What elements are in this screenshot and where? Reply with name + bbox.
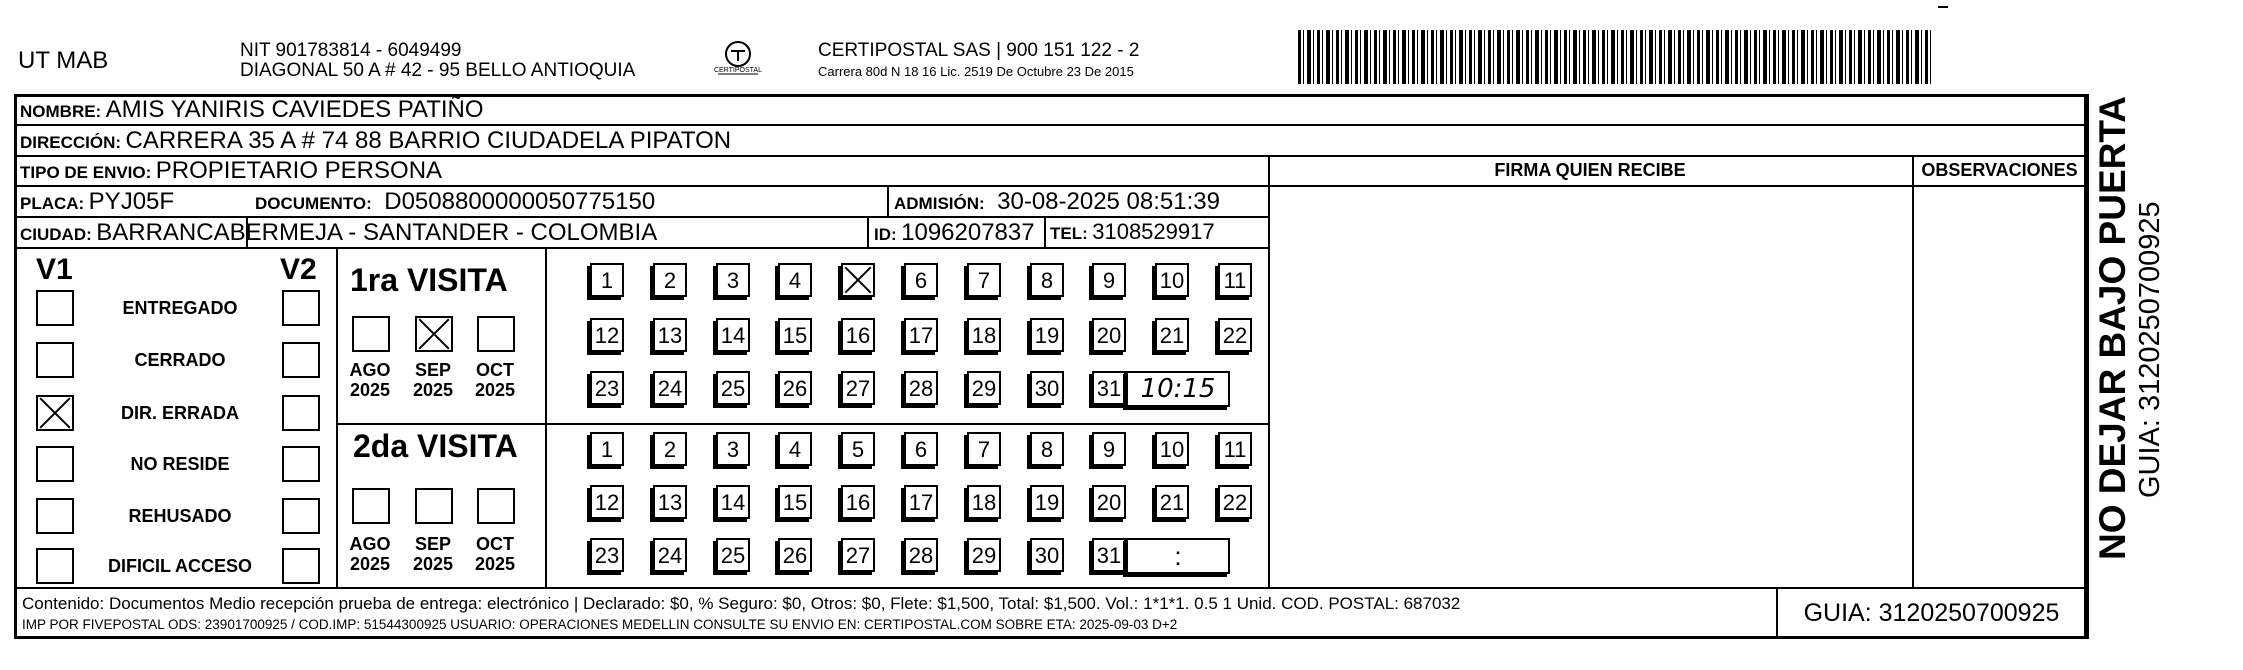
day-box[interactable]: 3: [716, 432, 750, 466]
day-box[interactable]: 2: [653, 263, 687, 297]
tipo-label: TIPO DE ENVIO:: [20, 163, 152, 182]
logo-text: CERTIPOSTAL: [714, 67, 762, 74]
footer-guia: GUIA: 3120250700925: [1803, 599, 2060, 627]
day-box[interactable]: 16: [841, 318, 875, 352]
day-box[interactable]: 3: [716, 263, 750, 297]
company-name: UT MAB: [18, 47, 109, 74]
month-checkbox[interactable]: [352, 316, 390, 352]
month-checkbox[interactable]: [352, 488, 390, 524]
day-box[interactable]: 22: [1218, 485, 1252, 519]
day-box[interactable]: 31: [1092, 371, 1126, 405]
day-box[interactable]: 16: [841, 485, 875, 519]
ciudad-label: CIUDAD:: [20, 225, 92, 244]
day-box[interactable]: 11: [1218, 432, 1252, 466]
status-label: DIFICIL ACCESO: [107, 556, 252, 576]
placa-row: [20, 188, 174, 216]
day-box[interactable]: 2: [653, 432, 687, 466]
direccion-value: CARRERA 35 A # 74 88 BARRIO CIUDADELA PIPATON: [125, 127, 732, 154]
v2-checkbox[interactable]: [282, 342, 320, 378]
documento-label: DOCUMENTO:: [255, 194, 372, 213]
v1-header: V1: [36, 253, 73, 286]
certipostal-info: CERTIPOSTAL SAS | 900 151 122 - 2: [818, 40, 1140, 61]
day-box[interactable]: 12: [590, 485, 624, 519]
day-box[interactable]: 1: [590, 263, 624, 297]
day-box[interactable]: 6: [904, 432, 938, 466]
direccion-label: DIRECCIÓN:: [20, 133, 122, 152]
side-guia: GUIA: 3120250700925: [2134, 201, 2166, 498]
license-info: Carrera 80d N 18 16 Lic. 2519 De Octubre 23 De 2015: [818, 64, 1134, 79]
day-box[interactable]: 14: [716, 485, 750, 519]
day-box[interactable]: 4: [778, 432, 812, 466]
tel-row: [1050, 219, 1215, 245]
tipo-value: PROPIETARIO PERSONA: [155, 157, 443, 184]
imp-text: IMP POR FIVEPOSTAL ODS: 23901700925 / COD.IMP: 51544300925 USUARIO: OPERACIONES MEDELLIN CONSULTE SU ENVIO EN: CERTIPOSTAL.COM SOBRE ETA: 2025-09-03 D+2: [22, 617, 1178, 632]
day-box[interactable]: 13: [653, 485, 687, 519]
day-box[interactable]: 6: [904, 263, 938, 297]
month-label: AGO: [349, 534, 391, 554]
nombre-row: [20, 96, 484, 124]
admision-row: [894, 188, 1220, 216]
day-box[interactable]: 8: [1030, 263, 1064, 297]
month-year: 2025: [349, 554, 391, 574]
tel-label: TEL:: [1050, 224, 1088, 243]
day-box[interactable]: 17: [904, 485, 938, 519]
month-year: 2025: [349, 380, 391, 400]
placa-label: PLACA:: [20, 194, 85, 213]
month-checkbox[interactable]: [477, 316, 515, 352]
tel-value: 3108529917: [1092, 219, 1215, 244]
direccion-row: [20, 127, 731, 155]
observaciones-header: OBSERVACIONES: [1921, 160, 2078, 180]
corner-mark: [1938, 6, 1948, 8]
day-box[interactable]: 12: [590, 318, 624, 352]
day-box[interactable]: 15: [778, 485, 812, 519]
v1-checkbox[interactable]: [36, 395, 74, 431]
day-box[interactable]: 19: [1030, 318, 1064, 352]
v1-checkbox[interactable]: [36, 498, 74, 534]
visit2-title: 2da VISITA: [353, 428, 518, 464]
day-box[interactable]: 30: [1030, 538, 1064, 572]
day-box[interactable]: 4: [778, 263, 812, 297]
day-box[interactable]: 23: [590, 371, 624, 405]
day-box[interactable]: 24: [653, 538, 687, 572]
nombre-label: NOMBRE:: [20, 102, 102, 121]
day-box[interactable]: 17: [904, 318, 938, 352]
status-label: CERRADO: [134, 350, 226, 370]
visit1-title: 1ra VISITA: [350, 262, 508, 298]
day-box[interactable]: 18: [967, 318, 1001, 352]
day-box[interactable]: 10: [1155, 432, 1189, 466]
barcode: [1298, 30, 1934, 84]
visit1-time[interactable]: 10:15: [1126, 371, 1230, 407]
day-box[interactable]: 8: [1030, 432, 1064, 466]
side-warning: NO DEJAR BAJO PUERTA: [2092, 96, 2133, 560]
day-box[interactable]: 28: [904, 371, 938, 405]
v1-checkbox[interactable]: [36, 342, 74, 378]
v1-checkbox[interactable]: [36, 290, 74, 326]
month-year: 2025: [474, 380, 516, 400]
day-box[interactable]: 21: [1155, 485, 1189, 519]
documento-row: [255, 188, 655, 216]
day-box[interactable]: 31: [1092, 538, 1126, 572]
day-box[interactable]: 28: [904, 538, 938, 572]
v2-checkbox[interactable]: [282, 446, 320, 482]
day-box[interactable]: 19: [1030, 485, 1064, 519]
nombre-value: AMIS YANIRIS CAVIEDES PATIÑO: [105, 96, 484, 123]
day-box[interactable]: 9: [1092, 432, 1126, 466]
v2-checkbox[interactable]: [282, 548, 320, 584]
visit2-time[interactable]: :: [1126, 538, 1230, 574]
placa-value: PYJ05F: [88, 188, 175, 215]
id-value: 1096207837: [901, 219, 1035, 246]
status-label: ENTREGADO: [122, 298, 238, 318]
month-year: 2025: [412, 554, 454, 574]
nit-text: NIT 901783814 - 6049499: [240, 40, 462, 61]
day-box[interactable]: 25: [716, 371, 750, 405]
v2-checkbox[interactable]: [282, 395, 320, 431]
month-label: AGO: [349, 360, 391, 380]
day-box[interactable]: 9: [1092, 263, 1126, 297]
month-year: 2025: [412, 380, 454, 400]
v2-header: V2: [280, 253, 317, 286]
day-box[interactable]: 11: [1218, 263, 1252, 297]
ciudad-row: [20, 219, 657, 247]
id-row: [874, 219, 1035, 247]
month-year: 2025: [474, 554, 516, 574]
admision-label: ADMISIÓN:: [894, 194, 985, 213]
day-box[interactable]: 26: [778, 371, 812, 405]
v2-checkbox[interactable]: [282, 498, 320, 534]
month-label: SEP: [414, 360, 452, 380]
day-box[interactable]: 7: [967, 432, 1001, 466]
day-box[interactable]: 23: [590, 538, 624, 572]
day-box[interactable]: 18: [967, 485, 1001, 519]
status-label: NO RESIDE: [130, 454, 230, 474]
documento-value: D0508800000050775150: [384, 188, 656, 215]
day-box[interactable]: 20: [1092, 485, 1126, 519]
month-checkbox[interactable]: [415, 488, 453, 524]
day-box[interactable]: 26: [778, 538, 812, 572]
day-box[interactable]: 7: [967, 263, 1001, 297]
day-box[interactable]: 1: [590, 432, 624, 466]
month-label: SEP: [414, 534, 452, 554]
company-address: DIAGONAL 50 A # 42 - 95 BELLO ANTIOQUIA: [240, 60, 636, 81]
tipo-row: [20, 157, 442, 185]
ciudad-value: BARRANCABERMEJA - SANTANDER - COLOMBIA: [96, 219, 658, 246]
day-box[interactable]: 30: [1030, 371, 1064, 405]
day-box[interactable]: 13: [653, 318, 687, 352]
day-box[interactable]: 21: [1155, 318, 1189, 352]
day-box[interactable]: 20: [1092, 318, 1126, 352]
day-box[interactable]: 14: [716, 318, 750, 352]
contenido-text: Contenido: Documentos Medio recepción prueba de entrega: electrónico | Declarado: $0, % Seguro: $0, Otros: $0, Flete: $1,500, Total: $1,500. Vol.: 1*1*1. 0.5 1 Unid. COD. POSTAL: 687032: [22, 594, 1461, 613]
month-checkbox[interactable]: [477, 488, 515, 524]
month-label: OCT: [476, 534, 514, 554]
day-box[interactable]: 5: [841, 432, 875, 466]
day-box[interactable]: [841, 263, 875, 297]
v1-checkbox[interactable]: [36, 548, 74, 584]
day-box[interactable]: 29: [967, 371, 1001, 405]
status-label: REHUSADO: [128, 506, 232, 526]
firma-header: FIRMA QUIEN RECIBE: [1494, 160, 1686, 180]
v2-checkbox[interactable]: [282, 290, 320, 326]
day-box[interactable]: 24: [653, 371, 687, 405]
certipostal-logo: [712, 38, 764, 88]
id-label: ID:: [874, 225, 897, 244]
month-checkbox[interactable]: [415, 316, 453, 352]
day-box[interactable]: 27: [841, 538, 875, 572]
day-box[interactable]: 27: [841, 371, 875, 405]
admision-value: 30-08-2025 08:51:39: [997, 188, 1220, 215]
month-label: OCT: [476, 360, 514, 380]
day-box[interactable]: 10: [1155, 263, 1189, 297]
v1-checkbox[interactable]: [36, 446, 74, 482]
day-box[interactable]: 29: [967, 538, 1001, 572]
day-box[interactable]: 25: [716, 538, 750, 572]
status-label: DIR. ERRADA: [120, 403, 239, 423]
day-box[interactable]: 15: [778, 318, 812, 352]
day-box[interactable]: 22: [1218, 318, 1252, 352]
